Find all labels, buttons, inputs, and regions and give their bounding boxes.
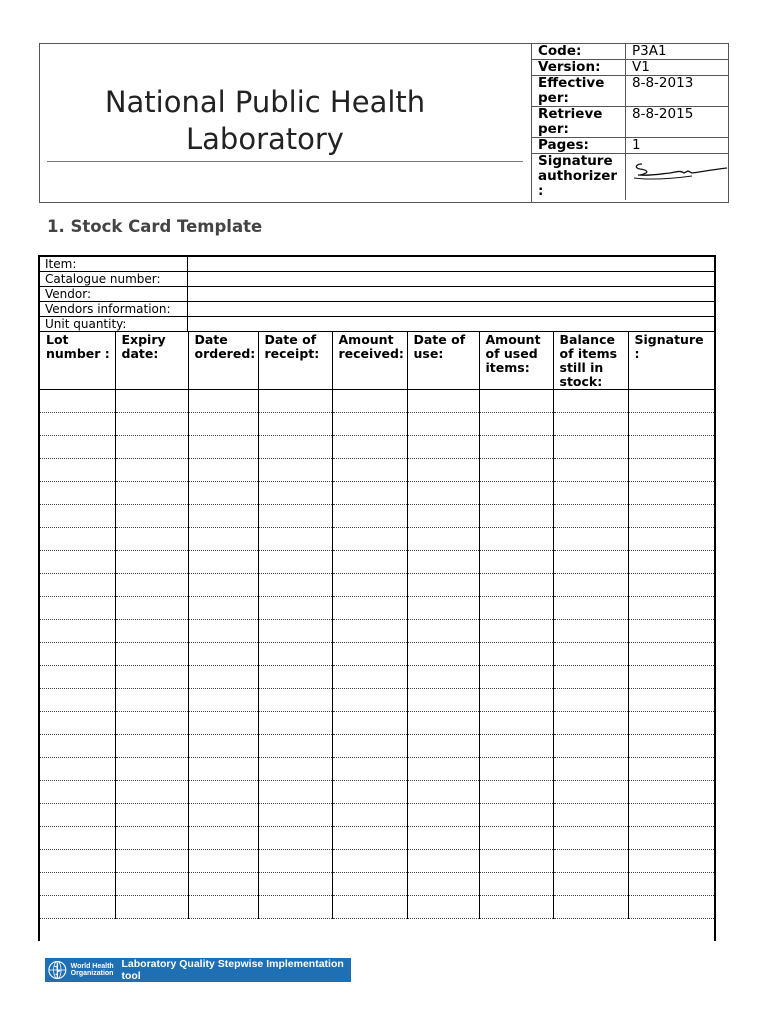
ledger-cell[interactable] bbox=[628, 620, 714, 643]
title-rule bbox=[47, 161, 523, 162]
ledger-cell[interactable] bbox=[258, 413, 332, 436]
ledger-cell[interactable] bbox=[332, 758, 407, 781]
ledger-cell[interactable] bbox=[258, 643, 332, 666]
meta-key: Pages: bbox=[532, 138, 626, 154]
ledger-cell[interactable] bbox=[332, 850, 407, 873]
ledger-cell[interactable] bbox=[553, 850, 628, 873]
meta-row-retrieve bbox=[532, 107, 729, 138]
info-row bbox=[40, 287, 714, 302]
ledger-cell[interactable] bbox=[553, 597, 628, 620]
ledger-cell[interactable] bbox=[188, 574, 258, 597]
ledger-cell[interactable] bbox=[332, 689, 407, 712]
ledger-cell[interactable] bbox=[115, 620, 188, 643]
column-header: Expiry date: bbox=[115, 332, 188, 390]
stock-ledger-table bbox=[40, 332, 714, 919]
ledger-cell[interactable] bbox=[628, 459, 714, 482]
ledger-cell[interactable] bbox=[332, 620, 407, 643]
ledger-row bbox=[40, 873, 714, 896]
ledger-cell[interactable] bbox=[40, 551, 115, 574]
meta-key: Version: bbox=[532, 60, 626, 76]
ledger-cell[interactable] bbox=[40, 873, 115, 896]
ledger-cell[interactable] bbox=[188, 505, 258, 528]
signature-cell bbox=[626, 154, 729, 201]
ledger-cell[interactable] bbox=[479, 666, 553, 689]
info-row bbox=[40, 272, 714, 287]
ledger-cell[interactable] bbox=[40, 413, 115, 436]
ledger-cell[interactable] bbox=[40, 712, 115, 735]
ledger-cell[interactable] bbox=[553, 528, 628, 551]
ledger-cell[interactable] bbox=[407, 620, 479, 643]
ledger-cell[interactable] bbox=[628, 551, 714, 574]
ledger-cell[interactable] bbox=[40, 781, 115, 804]
ledger-cell[interactable] bbox=[628, 735, 714, 758]
column-header: Amount of used items: bbox=[479, 332, 553, 390]
ledger-cell[interactable] bbox=[479, 620, 553, 643]
who-line-1: World Health bbox=[70, 962, 114, 970]
ledger-cell[interactable] bbox=[40, 666, 115, 689]
ledger-row bbox=[40, 666, 714, 689]
document-meta-table bbox=[531, 44, 728, 200]
meta-value: 1 bbox=[626, 138, 729, 154]
info-value-field[interactable] bbox=[188, 257, 715, 272]
ledger-cell[interactable] bbox=[628, 574, 714, 597]
ledger-cell[interactable] bbox=[553, 689, 628, 712]
ledger-cell[interactable] bbox=[553, 712, 628, 735]
ledger-cell[interactable] bbox=[188, 597, 258, 620]
info-row bbox=[40, 302, 714, 317]
ledger-cell[interactable] bbox=[115, 413, 188, 436]
meta-value: V1 bbox=[626, 60, 729, 76]
handwritten-signature-icon bbox=[630, 156, 728, 184]
ledger-row bbox=[40, 689, 714, 712]
ledger-cell[interactable] bbox=[479, 689, 553, 712]
item-info-table bbox=[40, 257, 714, 332]
ledger-cell[interactable] bbox=[628, 390, 714, 413]
ledger-cell[interactable] bbox=[258, 505, 332, 528]
ledger-cell[interactable] bbox=[188, 528, 258, 551]
ledger-cell[interactable] bbox=[553, 781, 628, 804]
ledger-cell[interactable] bbox=[407, 505, 479, 528]
ledger-cell[interactable] bbox=[479, 896, 553, 919]
column-header: Lot number : bbox=[40, 332, 115, 390]
ledger-cell[interactable] bbox=[628, 781, 714, 804]
ledger-cell[interactable] bbox=[407, 666, 479, 689]
column-header: Date ordered: bbox=[188, 332, 258, 390]
ledger-cell[interactable] bbox=[258, 436, 332, 459]
ledger-cell[interactable] bbox=[553, 482, 628, 505]
ledger-cell[interactable] bbox=[115, 896, 188, 919]
ledger-cell[interactable] bbox=[628, 804, 714, 827]
ledger-cell[interactable] bbox=[258, 574, 332, 597]
ledger-cell[interactable] bbox=[628, 528, 714, 551]
ledger-cell[interactable] bbox=[115, 758, 188, 781]
ledger-cell[interactable] bbox=[188, 735, 258, 758]
meta-key: Retrieve per: bbox=[532, 107, 626, 138]
ledger-row bbox=[40, 735, 714, 758]
ledger-cell[interactable] bbox=[40, 827, 115, 850]
meta-key: Code: bbox=[532, 44, 626, 60]
ledger-cell[interactable] bbox=[479, 643, 553, 666]
ledger-cell[interactable] bbox=[553, 827, 628, 850]
ledger-cell[interactable] bbox=[188, 436, 258, 459]
ledger-cell[interactable] bbox=[258, 528, 332, 551]
ledger-cell[interactable] bbox=[115, 574, 188, 597]
ledger-cell[interactable] bbox=[553, 574, 628, 597]
ledger-cell[interactable] bbox=[479, 482, 553, 505]
ledger-cell[interactable] bbox=[553, 643, 628, 666]
ledger-cell[interactable] bbox=[40, 850, 115, 873]
ledger-cell[interactable] bbox=[40, 390, 115, 413]
ledger-row bbox=[40, 436, 714, 459]
ledger-row bbox=[40, 643, 714, 666]
column-header: Date of use: bbox=[407, 332, 479, 390]
ledger-cell[interactable] bbox=[479, 850, 553, 873]
ledger-cell[interactable] bbox=[258, 597, 332, 620]
ledger-cell[interactable] bbox=[115, 781, 188, 804]
ledger-cell[interactable] bbox=[553, 551, 628, 574]
ledger-row bbox=[40, 827, 714, 850]
ledger-cell[interactable] bbox=[407, 873, 479, 896]
ledger-cell[interactable] bbox=[40, 459, 115, 482]
ledger-cell[interactable] bbox=[479, 413, 553, 436]
ledger-cell[interactable] bbox=[115, 551, 188, 574]
ledger-cell[interactable] bbox=[407, 390, 479, 413]
ledger-cell[interactable] bbox=[407, 689, 479, 712]
ledger-cell[interactable] bbox=[479, 551, 553, 574]
ledger-cell[interactable] bbox=[479, 597, 553, 620]
column-header: Amount received: bbox=[332, 332, 407, 390]
ledger-cell[interactable] bbox=[628, 850, 714, 873]
ledger-cell[interactable] bbox=[479, 735, 553, 758]
ledger-cell[interactable] bbox=[553, 896, 628, 919]
ledger-cell[interactable] bbox=[332, 804, 407, 827]
ledger-cell[interactable] bbox=[40, 620, 115, 643]
ledger-cell[interactable] bbox=[258, 620, 332, 643]
ledger-row bbox=[40, 390, 714, 413]
ledger-cell[interactable] bbox=[40, 528, 115, 551]
ledger-cell[interactable] bbox=[479, 827, 553, 850]
ledger-cell[interactable] bbox=[332, 482, 407, 505]
ledger-cell[interactable] bbox=[628, 873, 714, 896]
ledger-cell[interactable] bbox=[407, 597, 479, 620]
ledger-cell[interactable] bbox=[407, 459, 479, 482]
ledger-cell[interactable] bbox=[115, 436, 188, 459]
ledger-cell[interactable] bbox=[628, 712, 714, 735]
ledger-cell[interactable] bbox=[258, 666, 332, 689]
ledger-cell[interactable] bbox=[40, 505, 115, 528]
ledger-cell[interactable] bbox=[332, 551, 407, 574]
ledger-cell[interactable] bbox=[115, 804, 188, 827]
stock-card bbox=[38, 255, 716, 941]
ledger-cell[interactable] bbox=[40, 735, 115, 758]
ledger-cell[interactable] bbox=[553, 666, 628, 689]
ledger-cell[interactable] bbox=[188, 551, 258, 574]
ledger-row bbox=[40, 459, 714, 482]
ledger-cell[interactable] bbox=[40, 643, 115, 666]
ledger-cell[interactable] bbox=[258, 827, 332, 850]
meta-row-effective bbox=[532, 76, 729, 107]
ledger-cell[interactable] bbox=[407, 827, 479, 850]
ledger-cell[interactable] bbox=[407, 482, 479, 505]
ledger-cell[interactable] bbox=[188, 850, 258, 873]
ledger-cell[interactable] bbox=[332, 390, 407, 413]
ledger-cell[interactable] bbox=[407, 896, 479, 919]
ledger-cell[interactable] bbox=[115, 689, 188, 712]
ledger-cell[interactable] bbox=[479, 712, 553, 735]
meta-value: 8-8-2015 bbox=[626, 107, 729, 138]
ledger-cell[interactable] bbox=[332, 827, 407, 850]
ledger-cell[interactable] bbox=[258, 873, 332, 896]
ledger-cell[interactable] bbox=[553, 758, 628, 781]
ledger-cell[interactable] bbox=[332, 597, 407, 620]
ledger-cell[interactable] bbox=[188, 873, 258, 896]
info-label: Item: bbox=[40, 257, 188, 272]
ledger-cell[interactable] bbox=[188, 758, 258, 781]
ledger-cell[interactable] bbox=[188, 643, 258, 666]
ledger-cell[interactable] bbox=[40, 689, 115, 712]
ledger-cell[interactable] bbox=[332, 505, 407, 528]
ledger-cell[interactable] bbox=[628, 758, 714, 781]
info-label: Vendors information: bbox=[40, 302, 188, 317]
ledger-cell[interactable] bbox=[115, 505, 188, 528]
meta-key: Effective per: bbox=[532, 76, 626, 107]
column-header: Date of receipt: bbox=[258, 332, 332, 390]
ledger-cell[interactable] bbox=[188, 689, 258, 712]
ledger-cell[interactable] bbox=[332, 735, 407, 758]
ledger-cell[interactable] bbox=[553, 873, 628, 896]
ledger-cell[interactable] bbox=[115, 735, 188, 758]
info-label: Vendor: bbox=[40, 287, 188, 302]
who-emblem-icon bbox=[47, 959, 68, 981]
ledger-cell[interactable] bbox=[40, 758, 115, 781]
ledger-cell[interactable] bbox=[553, 390, 628, 413]
ledger-cell[interactable] bbox=[115, 643, 188, 666]
ledger-cell[interactable] bbox=[188, 413, 258, 436]
ledger-row bbox=[40, 505, 714, 528]
ledger-cell[interactable] bbox=[407, 436, 479, 459]
ledger-cell[interactable] bbox=[115, 597, 188, 620]
info-row bbox=[40, 317, 714, 332]
ledger-cell[interactable] bbox=[40, 482, 115, 505]
info-value-field[interactable] bbox=[188, 302, 715, 317]
ledger-cell[interactable] bbox=[258, 390, 332, 413]
ledger-cell[interactable] bbox=[40, 574, 115, 597]
ledger-cell[interactable] bbox=[332, 643, 407, 666]
tool-name: Laboratory Quality Stepwise Implementation tool bbox=[121, 958, 344, 982]
ledger-cell[interactable] bbox=[479, 436, 553, 459]
ledger-cell[interactable] bbox=[407, 712, 479, 735]
ledger-cell[interactable] bbox=[479, 390, 553, 413]
ledger-cell[interactable] bbox=[40, 436, 115, 459]
column-header: Balance of items still in stock: bbox=[553, 332, 628, 390]
ledger-cell[interactable] bbox=[628, 643, 714, 666]
ledger-cell[interactable] bbox=[407, 643, 479, 666]
ledger-cell[interactable] bbox=[115, 712, 188, 735]
ledger-row bbox=[40, 804, 714, 827]
ledger-cell[interactable] bbox=[115, 827, 188, 850]
ledger-cell[interactable] bbox=[479, 873, 553, 896]
column-header: Signature : bbox=[628, 332, 714, 390]
ledger-cell[interactable] bbox=[479, 781, 553, 804]
ledger-cell[interactable] bbox=[188, 712, 258, 735]
ledger-cell[interactable] bbox=[479, 804, 553, 827]
ledger-cell[interactable] bbox=[258, 551, 332, 574]
ledger-row bbox=[40, 528, 714, 551]
ledger-cell[interactable] bbox=[258, 689, 332, 712]
ledger-row bbox=[40, 413, 714, 436]
ledger-cell[interactable] bbox=[115, 528, 188, 551]
ledger-cell[interactable] bbox=[407, 804, 479, 827]
ledger-cell[interactable] bbox=[188, 390, 258, 413]
ledger-cell[interactable] bbox=[188, 459, 258, 482]
info-value-field[interactable] bbox=[188, 287, 715, 302]
ledger-cell[interactable] bbox=[258, 482, 332, 505]
ledger-cell[interactable] bbox=[115, 850, 188, 873]
ledger-cell[interactable] bbox=[332, 712, 407, 735]
meta-row-code bbox=[532, 44, 729, 60]
ledger-cell[interactable] bbox=[258, 459, 332, 482]
ledger-cell[interactable] bbox=[407, 735, 479, 758]
ledger-cell[interactable] bbox=[258, 758, 332, 781]
ledger-cell[interactable] bbox=[628, 597, 714, 620]
ledger-cell[interactable] bbox=[628, 436, 714, 459]
ledger-cell[interactable] bbox=[407, 781, 479, 804]
ledger-cell[interactable] bbox=[188, 781, 258, 804]
ledger-cell[interactable] bbox=[628, 413, 714, 436]
ledger-cell[interactable] bbox=[115, 482, 188, 505]
ledger-cell[interactable] bbox=[258, 712, 332, 735]
meta-value: P3A1 bbox=[626, 44, 729, 60]
ledger-cell[interactable] bbox=[258, 850, 332, 873]
ledger-cell[interactable] bbox=[332, 781, 407, 804]
meta-value: 8-8-2013 bbox=[626, 76, 729, 107]
who-line-2: Organization bbox=[70, 970, 114, 977]
ledger-cell[interactable] bbox=[553, 804, 628, 827]
ledger-cell[interactable] bbox=[258, 896, 332, 919]
meta-row-pages bbox=[532, 138, 729, 154]
ledger-header-row bbox=[40, 332, 714, 390]
ledger-cell[interactable] bbox=[479, 505, 553, 528]
ledger-row bbox=[40, 574, 714, 597]
ledger-cell[interactable] bbox=[628, 827, 714, 850]
ledger-cell[interactable] bbox=[332, 413, 407, 436]
meta-key: Signature authorizer : bbox=[532, 154, 626, 201]
ledger-row bbox=[40, 712, 714, 735]
ledger-cell[interactable] bbox=[40, 597, 115, 620]
ledger-cell[interactable] bbox=[553, 459, 628, 482]
info-value-field[interactable] bbox=[188, 272, 715, 287]
info-label: Unit quantity: bbox=[40, 317, 188, 332]
section-title: 1. Stock Card Template bbox=[47, 217, 263, 236]
ledger-cell[interactable] bbox=[258, 735, 332, 758]
ledger-cell[interactable] bbox=[407, 574, 479, 597]
ledger-cell[interactable] bbox=[188, 666, 258, 689]
ledger-cell[interactable] bbox=[628, 896, 714, 919]
ledger-cell[interactable] bbox=[407, 850, 479, 873]
ledger-cell[interactable] bbox=[188, 482, 258, 505]
ledger-cell[interactable] bbox=[407, 528, 479, 551]
info-value-field[interactable] bbox=[188, 317, 715, 332]
ledger-cell[interactable] bbox=[553, 735, 628, 758]
ledger-cell[interactable] bbox=[258, 804, 332, 827]
ledger-cell[interactable] bbox=[479, 528, 553, 551]
ledger-row bbox=[40, 620, 714, 643]
ledger-cell[interactable] bbox=[188, 620, 258, 643]
ledger-cell[interactable] bbox=[258, 781, 332, 804]
ledger-cell[interactable] bbox=[479, 459, 553, 482]
ledger-cell[interactable] bbox=[188, 804, 258, 827]
who-wordmark bbox=[71, 963, 120, 978]
ledger-cell[interactable] bbox=[553, 436, 628, 459]
ledger-cell[interactable] bbox=[332, 896, 407, 919]
ledger-cell[interactable] bbox=[40, 896, 115, 919]
ledger-cell[interactable] bbox=[332, 666, 407, 689]
ledger-cell[interactable] bbox=[332, 528, 407, 551]
ledger-cell[interactable] bbox=[332, 459, 407, 482]
ledger-cell[interactable] bbox=[115, 390, 188, 413]
ledger-cell[interactable] bbox=[628, 505, 714, 528]
ledger-cell[interactable] bbox=[553, 620, 628, 643]
ledger-cell[interactable] bbox=[188, 827, 258, 850]
organization-title: National Public Health Laboratory bbox=[104, 85, 426, 156]
ledger-cell[interactable] bbox=[407, 758, 479, 781]
ledger-cell[interactable] bbox=[628, 689, 714, 712]
ledger-cell[interactable] bbox=[40, 804, 115, 827]
ledger-cell[interactable] bbox=[332, 873, 407, 896]
ledger-cell[interactable] bbox=[115, 666, 188, 689]
ledger-cell[interactable] bbox=[553, 413, 628, 436]
header-title-cell bbox=[40, 44, 532, 202]
ledger-row bbox=[40, 850, 714, 873]
ledger-cell[interactable] bbox=[115, 459, 188, 482]
meta-row-version bbox=[532, 60, 729, 76]
ledger-cell[interactable] bbox=[479, 574, 553, 597]
ledger-cell[interactable] bbox=[628, 666, 714, 689]
info-label: Catalogue number: bbox=[40, 272, 188, 287]
ledger-cell[interactable] bbox=[628, 482, 714, 505]
ledger-row bbox=[40, 597, 714, 620]
info-row bbox=[40, 257, 714, 272]
document-header bbox=[39, 43, 729, 203]
ledger-row bbox=[40, 781, 714, 804]
meta-row-signature bbox=[532, 154, 729, 201]
who-lqsi-banner bbox=[45, 958, 351, 982]
ledger-cell[interactable] bbox=[332, 436, 407, 459]
ledger-cell[interactable] bbox=[188, 896, 258, 919]
ledger-row bbox=[40, 758, 714, 781]
ledger-row bbox=[40, 896, 714, 919]
ledger-row bbox=[40, 551, 714, 574]
ledger-cell[interactable] bbox=[479, 758, 553, 781]
ledger-row bbox=[40, 482, 714, 505]
ledger-cell[interactable] bbox=[407, 551, 479, 574]
ledger-cell[interactable] bbox=[332, 574, 407, 597]
ledger-cell[interactable] bbox=[115, 873, 188, 896]
ledger-cell[interactable] bbox=[407, 413, 479, 436]
ledger-cell[interactable] bbox=[553, 505, 628, 528]
